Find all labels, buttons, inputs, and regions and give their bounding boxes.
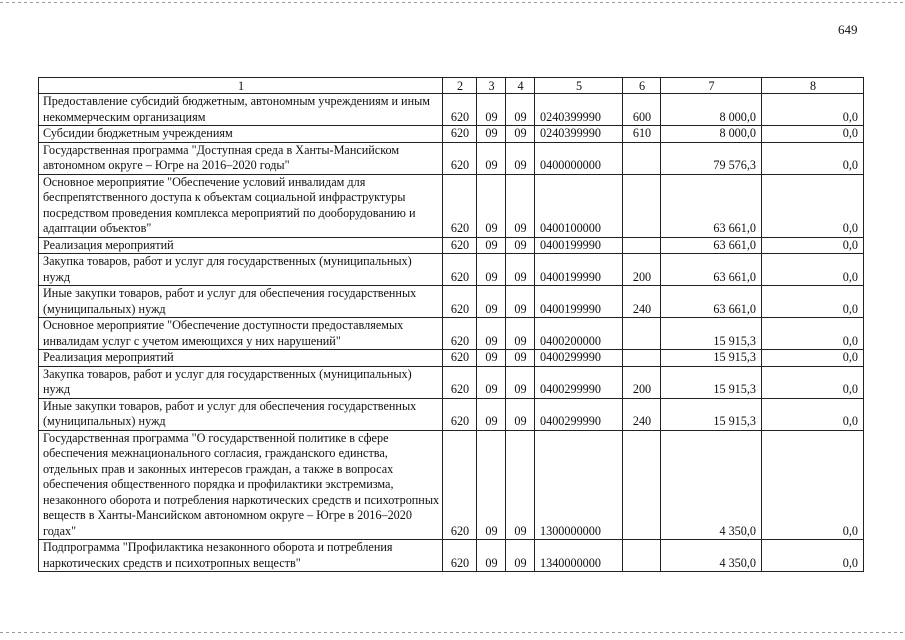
row-col7: 4 350,0 <box>661 540 762 572</box>
row-col6: 240 <box>623 286 661 318</box>
row-col4: 09 <box>506 318 535 350</box>
row-col4: 09 <box>506 366 535 398</box>
row-col5: 0400199990 <box>535 254 623 286</box>
row-col8: 0,0 <box>762 366 864 398</box>
row-col6 <box>623 540 661 572</box>
row-name: Иные закупки товаров, работ и услуг для обеспечения государственных (муниципальных) нужд <box>39 286 443 318</box>
scan-edge-top <box>0 2 905 3</box>
row-col3: 09 <box>477 318 506 350</box>
row-col8: 0,0 <box>762 430 864 540</box>
table-row <box>39 540 864 572</box>
row-name: Закупка товаров, работ и услуг для государственных (муниципальных) нужд <box>39 254 443 286</box>
row-col4: 09 <box>506 540 535 572</box>
row-col5: 0240399990 <box>535 94 623 126</box>
header-row <box>39 78 864 94</box>
row-col4: 09 <box>506 398 535 430</box>
header-cell: 3 <box>477 78 506 94</box>
row-col8: 0,0 <box>762 398 864 430</box>
row-col3: 09 <box>477 142 506 174</box>
budget-table <box>38 77 864 572</box>
row-col8: 0,0 <box>762 318 864 350</box>
row-col3: 09 <box>477 430 506 540</box>
row-name: Иные закупки товаров, работ и услуг для обеспечения государственных (муниципальных) нужд <box>39 398 443 430</box>
row-col2: 620 <box>443 430 477 540</box>
row-col6 <box>623 142 661 174</box>
row-col5: 1340000000 <box>535 540 623 572</box>
row-col2: 620 <box>443 286 477 318</box>
header-cell: 7 <box>661 78 762 94</box>
row-col2: 620 <box>443 126 477 143</box>
row-col5: 0400199990 <box>535 286 623 318</box>
row-col7: 63 661,0 <box>661 174 762 237</box>
row-col2: 620 <box>443 174 477 237</box>
row-col7: 15 915,3 <box>661 366 762 398</box>
row-col6 <box>623 237 661 254</box>
row-col4: 09 <box>506 142 535 174</box>
row-col8: 0,0 <box>762 126 864 143</box>
row-col8: 0,0 <box>762 142 864 174</box>
row-col4: 09 <box>506 237 535 254</box>
row-col2: 620 <box>443 254 477 286</box>
row-col7: 15 915,3 <box>661 350 762 367</box>
row-col3: 09 <box>477 350 506 367</box>
row-col4: 09 <box>506 126 535 143</box>
row-col8: 0,0 <box>762 350 864 367</box>
table-row <box>39 430 864 540</box>
row-col4: 09 <box>506 174 535 237</box>
row-col8: 0,0 <box>762 174 864 237</box>
row-col7: 63 661,0 <box>661 237 762 254</box>
row-col5: 0400100000 <box>535 174 623 237</box>
row-col2: 620 <box>443 94 477 126</box>
row-col5: 0400299990 <box>535 350 623 367</box>
table-row <box>39 237 864 254</box>
row-col4: 09 <box>506 94 535 126</box>
scan-edge-bottom <box>0 632 905 633</box>
table-row <box>39 318 864 350</box>
table-row <box>39 350 864 367</box>
row-col5: 0400299990 <box>535 398 623 430</box>
row-name: Подпрограмма "Профилактика незаконного оборота и потребления наркотических средств и психотропных веществ" <box>39 540 443 572</box>
row-col3: 09 <box>477 254 506 286</box>
table-row <box>39 174 864 237</box>
row-col4: 09 <box>506 286 535 318</box>
row-col5: 0400299990 <box>535 366 623 398</box>
row-col6 <box>623 350 661 367</box>
row-col8: 0,0 <box>762 94 864 126</box>
header-cell: 5 <box>535 78 623 94</box>
row-col6: 200 <box>623 366 661 398</box>
row-col3: 09 <box>477 286 506 318</box>
row-col7: 4 350,0 <box>661 430 762 540</box>
row-name: Государственная программа "Доступная среда в Ханты-Мансийском автономном округе – Югре на 2016–2020 годы" <box>39 142 443 174</box>
row-col7: 15 915,3 <box>661 318 762 350</box>
row-col3: 09 <box>477 366 506 398</box>
header-cell: 4 <box>506 78 535 94</box>
row-col2: 620 <box>443 350 477 367</box>
row-name: Основное мероприятие "Обеспечение условий инвалидам для беспрепятственного доступа к объектам социальной инфраструктуры посредством проведения комплекса мероприятий по дооборудованию и адаптации объектов" <box>39 174 443 237</box>
row-col3: 09 <box>477 174 506 237</box>
row-col2: 620 <box>443 237 477 254</box>
row-name: Государственная программа "О государственной политике в сфере обеспечения межнационального согласия, гражданского единства, отдельных прав и законных интересов граждан, а также в вопросах обеспечения общественного порядка и профилактики экстремизма, незаконного оборота и потребления наркотических средств и психотропных веществ в Ханты-Мансийском автономном округе – Югре в 2016–2020 годах" <box>39 430 443 540</box>
row-col3: 09 <box>477 126 506 143</box>
row-col5: 0400199990 <box>535 237 623 254</box>
row-col7: 63 661,0 <box>661 286 762 318</box>
row-col5: 1300000000 <box>535 430 623 540</box>
row-col2: 620 <box>443 142 477 174</box>
row-name: Реализация мероприятий <box>39 237 443 254</box>
row-col3: 09 <box>477 398 506 430</box>
row-col8: 0,0 <box>762 254 864 286</box>
header-cell: 1 <box>39 78 443 94</box>
row-name: Субсидии бюджетным учреждениям <box>39 126 443 143</box>
table-row <box>39 126 864 143</box>
row-col8: 0,0 <box>762 286 864 318</box>
row-name: Закупка товаров, работ и услуг для государственных (муниципальных) нужд <box>39 366 443 398</box>
row-col6: 240 <box>623 398 661 430</box>
row-col3: 09 <box>477 94 506 126</box>
header-cell: 2 <box>443 78 477 94</box>
row-name: Предоставление субсидий бюджетным, автономным учреждениям и иным некоммерческим организациям <box>39 94 443 126</box>
row-col2: 620 <box>443 318 477 350</box>
row-col2: 620 <box>443 366 477 398</box>
row-col6 <box>623 174 661 237</box>
header-cell: 6 <box>623 78 661 94</box>
row-name: Основное мероприятие "Обеспечение доступности предоставляемых инвалидам услуг с учетом имеющихся у них нарушений" <box>39 318 443 350</box>
row-col7: 79 576,3 <box>661 142 762 174</box>
table-row <box>39 94 864 126</box>
row-col7: 8 000,0 <box>661 94 762 126</box>
row-col4: 09 <box>506 254 535 286</box>
row-col6 <box>623 430 661 540</box>
table-row <box>39 398 864 430</box>
row-col3: 09 <box>477 237 506 254</box>
row-col5: 0400000000 <box>535 142 623 174</box>
header-cell: 8 <box>762 78 864 94</box>
page-number: 649 <box>838 22 858 37</box>
row-col6 <box>623 318 661 350</box>
row-col6: 200 <box>623 254 661 286</box>
row-col5: 0400200000 <box>535 318 623 350</box>
table-row <box>39 286 864 318</box>
row-col2: 620 <box>443 398 477 430</box>
row-col7: 15 915,3 <box>661 398 762 430</box>
row-name: Реализация мероприятий <box>39 350 443 367</box>
row-col8: 0,0 <box>762 540 864 572</box>
table-row <box>39 254 864 286</box>
row-col4: 09 <box>506 430 535 540</box>
row-col6: 610 <box>623 126 661 143</box>
row-col7: 8 000,0 <box>661 126 762 143</box>
table-row <box>39 142 864 174</box>
row-col6: 600 <box>623 94 661 126</box>
row-col8: 0,0 <box>762 237 864 254</box>
table-row <box>39 366 864 398</box>
row-col2: 620 <box>443 540 477 572</box>
row-col7: 63 661,0 <box>661 254 762 286</box>
row-col4: 09 <box>506 350 535 367</box>
row-col5: 0240399990 <box>535 126 623 143</box>
row-col3: 09 <box>477 540 506 572</box>
